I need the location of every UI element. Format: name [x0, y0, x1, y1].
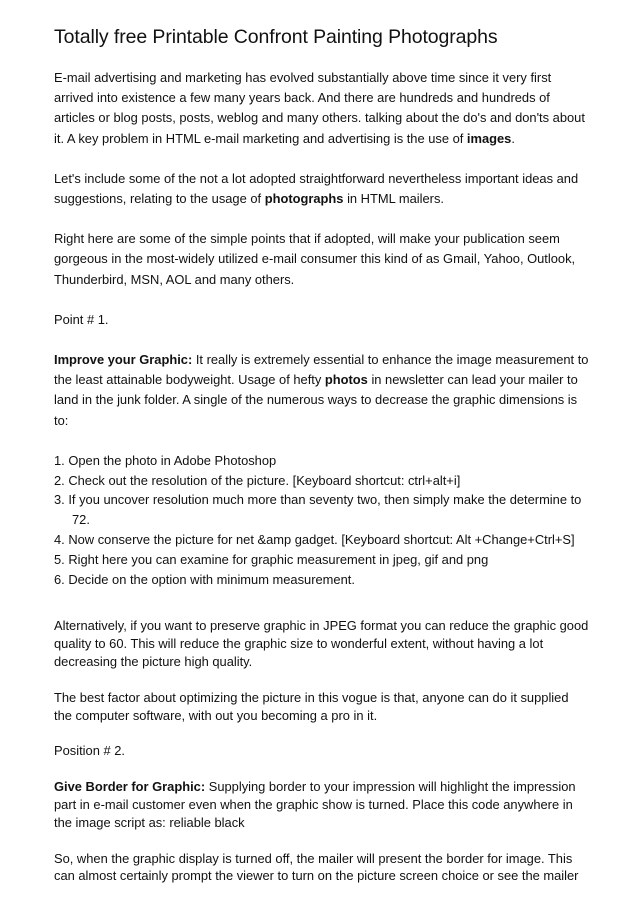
- document-page: [54, 24, 589, 885]
- paragraph-tips: Let's include some of the not a lot adopted straightforward nevertheless important ideas and suggestions, relating to the usage of photographs in HTML mailers.: [54, 170, 579, 207]
- bold-photographs: photographs: [264, 191, 344, 207]
- point-1-heading: Point # 1.: [54, 311, 109, 327]
- list-item: 5. Right here you can examine for graphic measurement in jpeg, gif and png: [54, 551, 489, 567]
- page-title: Totally free Printable Confront Painting Photographs: [54, 26, 498, 48]
- paragraph-jpeg: Alternatively, if you want to preserve graphic in JPEG format you can reduce the graphic good quality to 60. This will reduce the graphic size to wonderful extent, without having a lot decreasing the picture high quality.: [54, 618, 589, 670]
- bold-improve-graphic: Improve your Graphic:: [54, 352, 193, 368]
- paragraph-simple-points: Right here are some of the simple points that if adopted, will make your publication seem gorgeous in the most-widely utilized e-mail consumer this kind of as Gmail, Yahoo, Outlook, Thunderbird, MSN, AOL and many others.: [54, 231, 576, 287]
- bold-images: images: [466, 130, 512, 146]
- steps-list: [54, 451, 589, 590]
- paragraph-graphic-display: So, when the graphic display is turned off, the mailer will present the border for image. This can almost certainly prompt the viewer to turn on the picture screen choice or see the mailer: [54, 850, 579, 884]
- list-item: 3. If you uncover resolution much more than seventy two, then simply make the determine to 72.: [54, 492, 582, 528]
- paragraph-give-border: Give Border for Graphic: Supplying border to your impression will highlight the impression part in e-mail customer even when the graphic show is turned. Place this code anywhere in the image script as: reliable black: [54, 779, 576, 830]
- list-item: 6. Decide on the option with minimum measurement.: [54, 571, 355, 587]
- list-item: 4. Now conserve the picture for net &amp gadget. [Keyboard shortcut: Alt +Change+Ctrl+S]: [54, 532, 575, 548]
- paragraph-best-factor: The best factor about optimizing the picture in this vogue is that, anyone can do it supplied the computer software, with out you becoming a pro in it.: [54, 689, 569, 723]
- list-item: 2. Check out the resolution of the picture. [Keyboard shortcut: ctrl+alt+i]: [54, 472, 461, 488]
- point-2-heading: Position # 2.: [54, 743, 125, 759]
- paragraph-improve-graphic: Improve your Graphic: It really is extremely essential to enhance the image measurement to the least attainable bodyweight. Usage of hefty photos in newsletter can lead your mailer to land in the junk folder. A single of the numerous ways to decrease the graphic dimensions is to:: [54, 352, 589, 428]
- bold-photos: photos: [324, 372, 368, 388]
- list-item: 1. Open the photo in Adobe Photoshop: [54, 452, 277, 468]
- paragraph-intro: E-mail advertising and marketing has evolved substantially above time since it very first arrived into existence a few many years back. And there are hundreds and hundreds of articles or blog posts, posts, weblog and many others. talking about the do's and don'ts about it. A key problem in HTML e-mail marketing and advertising is the use of images.: [54, 70, 585, 146]
- bold-give-border: Give Border for Graphic:: [54, 779, 206, 795]
